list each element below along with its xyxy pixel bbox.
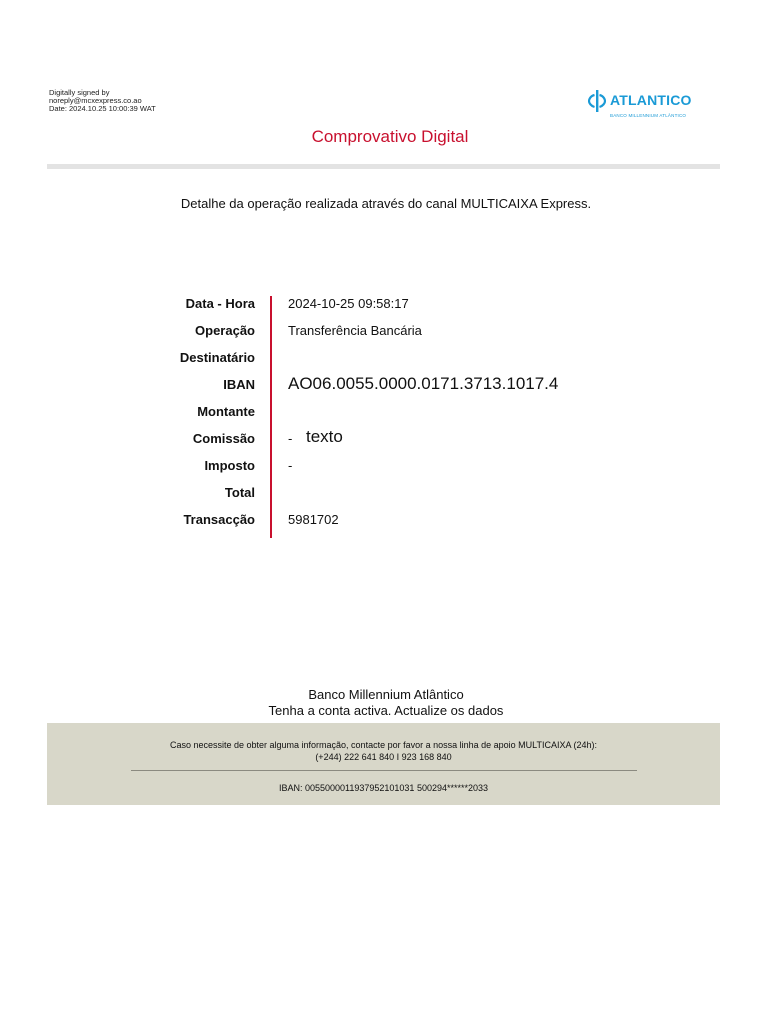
detail-value: Transferência Bancária xyxy=(288,323,422,338)
detail-note: texto xyxy=(306,427,343,446)
digital-signature xyxy=(49,89,156,113)
detail-label: Montante xyxy=(197,404,255,419)
footer-bank-name: Banco Millennium Atlântico xyxy=(308,687,464,702)
support-divider xyxy=(131,770,637,771)
detail-row-montante xyxy=(0,404,768,424)
logo-subtitle: BANCO MILLENNIUM ATLÂNTICO xyxy=(610,113,687,118)
detail-value: 5981702 xyxy=(288,512,339,527)
detail-value: 2024-10-25 09:58:17 xyxy=(288,296,409,311)
support-line-1: Caso necessite de obter alguma informação, contacte por favor a nossa linha de apoio MULTICAIXA (24h): xyxy=(169,740,598,750)
detail-label: IBAN xyxy=(223,377,255,392)
support-info xyxy=(47,739,720,763)
detail-label: Transacção xyxy=(183,512,255,527)
detail-row-comissao xyxy=(0,427,768,451)
detail-row-imposto xyxy=(0,458,768,478)
detail-label: Imposto xyxy=(204,458,255,473)
support-line-2: (+244) 222 641 840 I 923 168 840 xyxy=(315,752,452,762)
footer-iban: IBAN: 0055000011937952101031 500294******2033 xyxy=(278,783,489,793)
detail-row-data-hora xyxy=(0,296,768,316)
footer-tagline: Tenha a conta activa. Actualize os dados xyxy=(268,703,504,718)
detail-row-destinatario xyxy=(0,350,768,370)
detail-row-operacao xyxy=(0,323,768,343)
atlantico-logo xyxy=(586,88,690,122)
signature-line-3: Date: 2024.10.25 10:00:39 WAT xyxy=(49,104,156,113)
detail-row-iban xyxy=(0,374,768,397)
logo-brand: ATLANTICO xyxy=(610,92,692,108)
page-title: Comprovativo Digital xyxy=(311,127,469,146)
signature-line-2: noreply@mcxexpress.co.ao xyxy=(49,96,142,105)
footer-bank-info xyxy=(0,687,768,719)
detail-row-total xyxy=(0,485,768,505)
atlantico-mark-icon xyxy=(588,90,606,112)
intro-text: Detalhe da operação realizada através do canal MULTICAIXA Express. xyxy=(180,196,592,211)
detail-label: Total xyxy=(224,485,255,500)
detail-value-iban: AO06.0055.0000.0171.3713.1017.4 xyxy=(288,374,559,393)
support-box xyxy=(47,723,720,805)
detail-value: - xyxy=(288,431,293,446)
detail-label: Destinatário xyxy=(179,350,255,365)
detail-value: - xyxy=(288,458,293,473)
header-divider xyxy=(47,164,720,169)
detail-row-transaccao xyxy=(0,512,768,532)
detail-label: Data - Hora xyxy=(185,296,255,311)
detail-label: Comissão xyxy=(192,431,255,446)
detail-label: Operação xyxy=(195,323,255,338)
signature-line-1: Digitally signed by xyxy=(49,88,110,97)
